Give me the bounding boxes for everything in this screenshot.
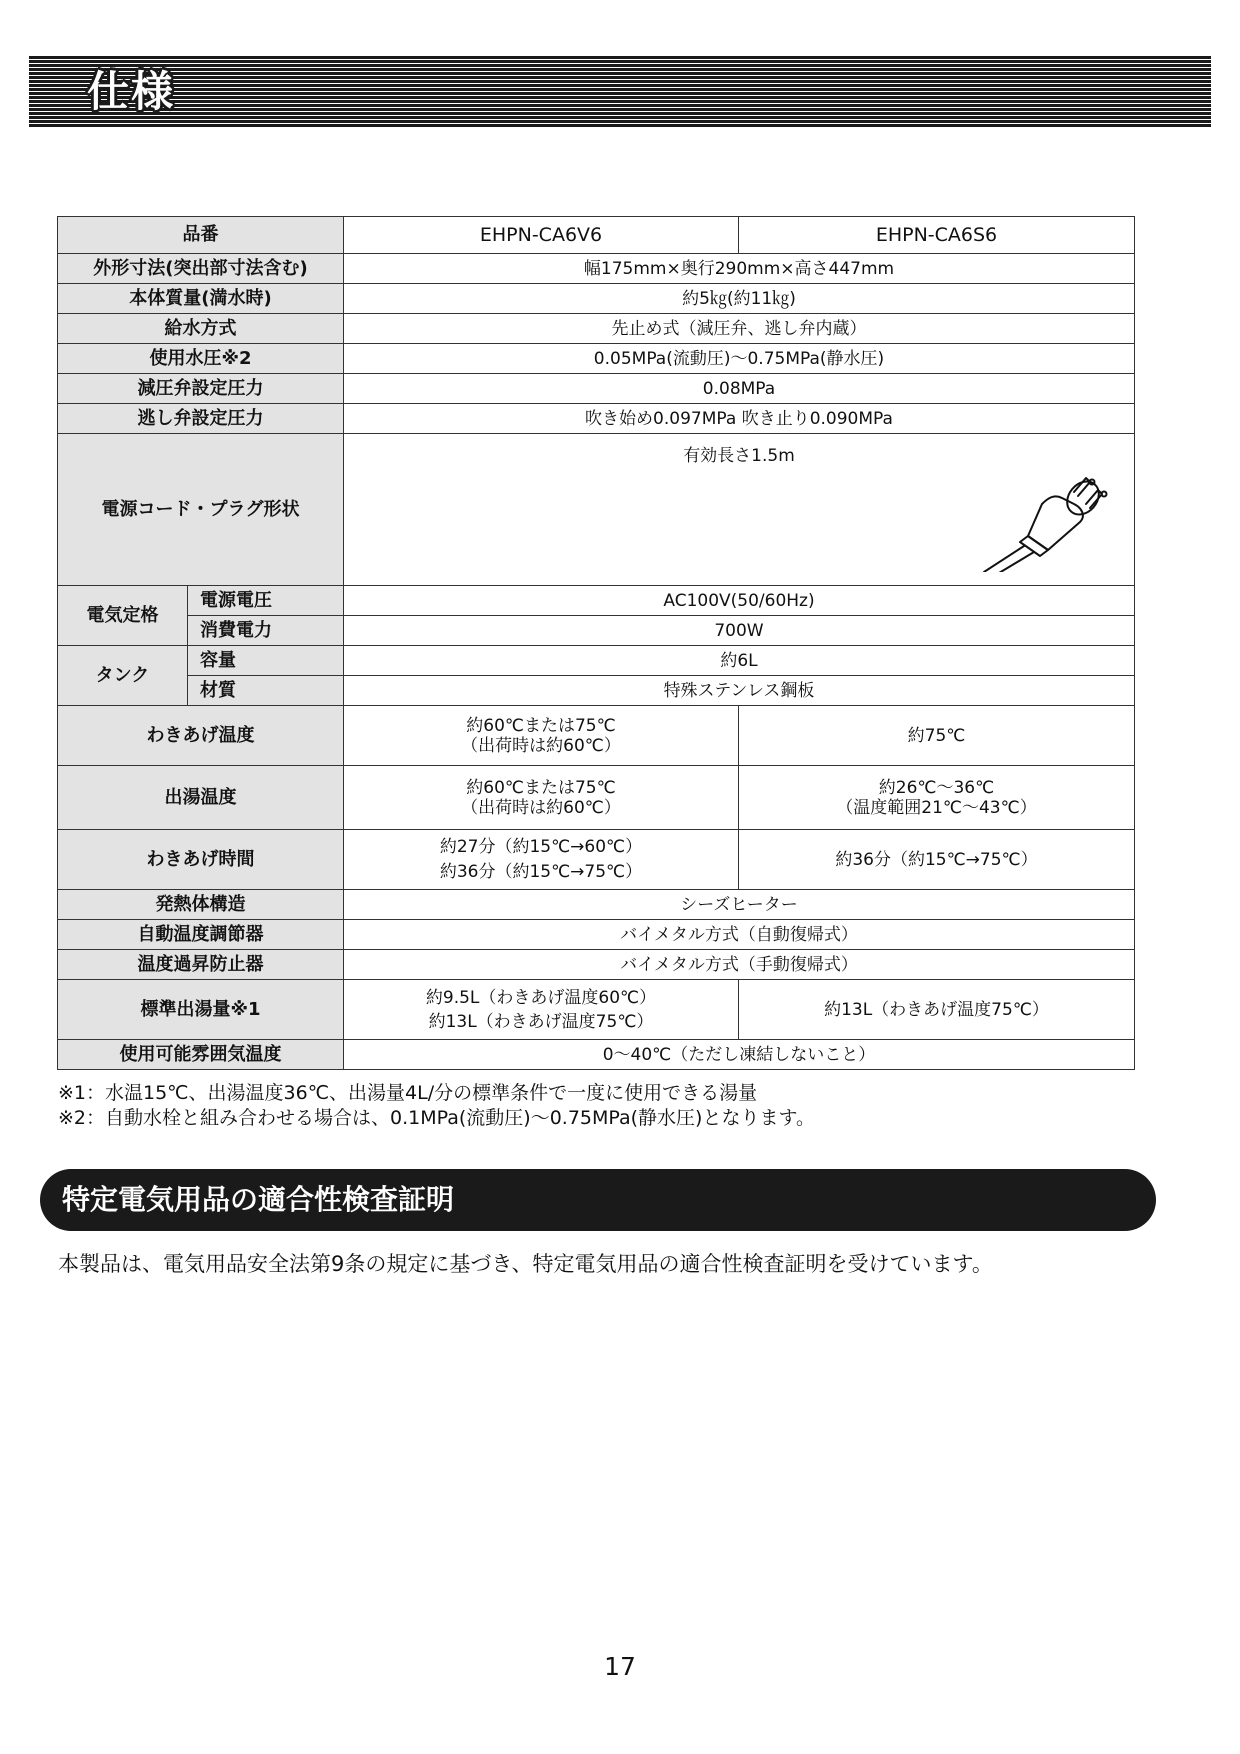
boil-time-b: 約36分（約15℃→75℃）	[739, 830, 1135, 890]
cord-value: 有効長さ1.5m	[683, 446, 795, 466]
pressure-value: 0.05MPa(流動圧)～0.75MPa(静水圧)	[344, 344, 1135, 374]
std-output-a-line1: 約9.5L（わきあげ温度60℃）	[425, 987, 657, 1008]
model-b: EHPN-CA6S6	[739, 217, 1135, 254]
boil-time-a	[344, 830, 739, 890]
model-a: EHPN-CA6V6	[344, 217, 739, 254]
table-row	[58, 890, 1135, 920]
overheat-label: 温度過昇防止器	[58, 950, 344, 980]
power-label: 消費電力	[188, 616, 344, 646]
thermostat-value: バイメタル方式（自動復帰式）	[344, 920, 1135, 950]
footnotes	[58, 1081, 815, 1131]
cord-label: 電源コード・プラグ形状	[58, 434, 344, 586]
outlet-temp-b-line2: （温度範囲21℃～43℃）	[836, 797, 1037, 818]
dims-label: 外形寸法(突出部寸法含む)	[58, 254, 344, 284]
table-row	[58, 766, 1135, 830]
ambient-value: 0～40℃（ただし凍結しないこと）	[344, 1040, 1135, 1070]
spec-table	[57, 216, 1135, 1070]
outlet-temp-a-line1: 約60℃または75℃	[466, 777, 616, 798]
std-output-a-line2: 約13L（わきあげ温度75℃）	[428, 1011, 654, 1032]
boil-temp-b: 約75℃	[739, 706, 1135, 766]
section-title: 特定電気用品の適合性検査証明	[62, 1183, 455, 1216]
footnote-1: ※1：水温15℃、出湯温度36℃、出湯量4L/分の標準条件で一度に使用できる湯量	[58, 1082, 758, 1104]
ambient-label: 使用可能雰囲気温度	[58, 1040, 344, 1070]
table-row	[58, 646, 1135, 676]
material-label: 材質	[188, 676, 344, 706]
table-row	[58, 980, 1135, 1040]
page-title: 仕様	[87, 67, 176, 116]
table-row	[58, 950, 1135, 980]
water-supply-value: 先止め式（減圧弁、逃し弁内蔵）	[344, 314, 1135, 344]
outlet-temp-b	[739, 766, 1135, 830]
plug-icon	[348, 472, 1135, 572]
reducing-value: 0.08MPa	[344, 374, 1135, 404]
boil-temp-a	[344, 706, 739, 766]
outlet-temp-a-line2: （出荷時は約60℃）	[461, 797, 621, 818]
electric-label: 電気定格	[58, 586, 188, 646]
relief-value: 吹き始め0.097MPa 吹き止り0.090MPa	[344, 404, 1135, 434]
table-row	[58, 920, 1135, 950]
pressure-label: 使用水圧※2	[58, 344, 344, 374]
table-row	[58, 586, 1135, 616]
capacity-value: 約6L	[344, 646, 1135, 676]
reducing-label: 減圧弁設定圧力	[58, 374, 344, 404]
model-label: 品番	[58, 217, 344, 254]
table-row	[58, 830, 1135, 890]
section-header	[40, 1169, 1156, 1231]
table-row	[58, 217, 1135, 254]
capacity-label: 容量	[188, 646, 344, 676]
mass-value: 約5㎏(約11㎏)	[344, 284, 1135, 314]
power-value: 700W	[344, 616, 1135, 646]
table-row	[58, 676, 1135, 706]
table-row	[58, 434, 1135, 586]
std-output-label: 標準出湯量※1	[58, 980, 344, 1040]
water-supply-label: 給水方式	[58, 314, 344, 344]
material-value: 特殊ステンレス鋼板	[344, 676, 1135, 706]
voltage-label: 電源電圧	[188, 586, 344, 616]
boil-time-a-line2: 約36分（約15℃→75℃）	[439, 861, 643, 882]
overheat-value: バイメタル方式（手動復帰式）	[344, 950, 1135, 980]
mass-label: 本体質量(満水時)	[58, 284, 344, 314]
heater-value: シーズヒーター	[344, 890, 1135, 920]
table-row	[58, 344, 1135, 374]
thermostat-label: 自動温度調節器	[58, 920, 344, 950]
table-row	[58, 706, 1135, 766]
cord-cell	[344, 434, 1135, 586]
table-row	[58, 314, 1135, 344]
table-row	[58, 616, 1135, 646]
heater-label: 発熱体構造	[58, 890, 344, 920]
std-output-b: 約13L（わきあげ温度75℃）	[739, 980, 1135, 1040]
voltage-value: AC100V(50/60Hz)	[344, 586, 1135, 616]
table-row	[58, 284, 1135, 314]
outlet-temp-b-line1: 約26℃～36℃	[878, 777, 995, 798]
boil-temp-label: わきあげ温度	[58, 706, 344, 766]
outlet-temp-label: 出湯温度	[58, 766, 344, 830]
table-row	[58, 254, 1135, 284]
dims-value: 幅175mm×奥行290mm×高さ447mm	[344, 254, 1135, 284]
boil-time-a-line1: 約27分（約15℃→60℃）	[439, 836, 643, 857]
footnote-2: ※2：自動水栓と組み合わせる場合は、0.1MPa(流動圧)～0.75MPa(静水圧)となります。	[58, 1107, 815, 1129]
table-row	[58, 1040, 1135, 1070]
certification-text: 本製品は、電気用品安全法第9条の規定に基づき、特定電気用品の適合性検査証明を受けています。	[58, 1252, 993, 1276]
table-row	[58, 374, 1135, 404]
std-output-a	[344, 980, 739, 1040]
table-row	[58, 404, 1135, 434]
boil-temp-a-line1: 約60℃または75℃	[466, 715, 616, 736]
relief-label: 逃し弁設定圧力	[58, 404, 344, 434]
page-number: 17	[604, 1652, 636, 1681]
title-banner	[29, 56, 1211, 128]
boil-temp-a-line2: （出荷時は約60℃）	[461, 735, 621, 756]
tank-label: タンク	[58, 646, 188, 706]
outlet-temp-a	[344, 766, 739, 830]
boil-time-label: わきあげ時間	[58, 830, 344, 890]
